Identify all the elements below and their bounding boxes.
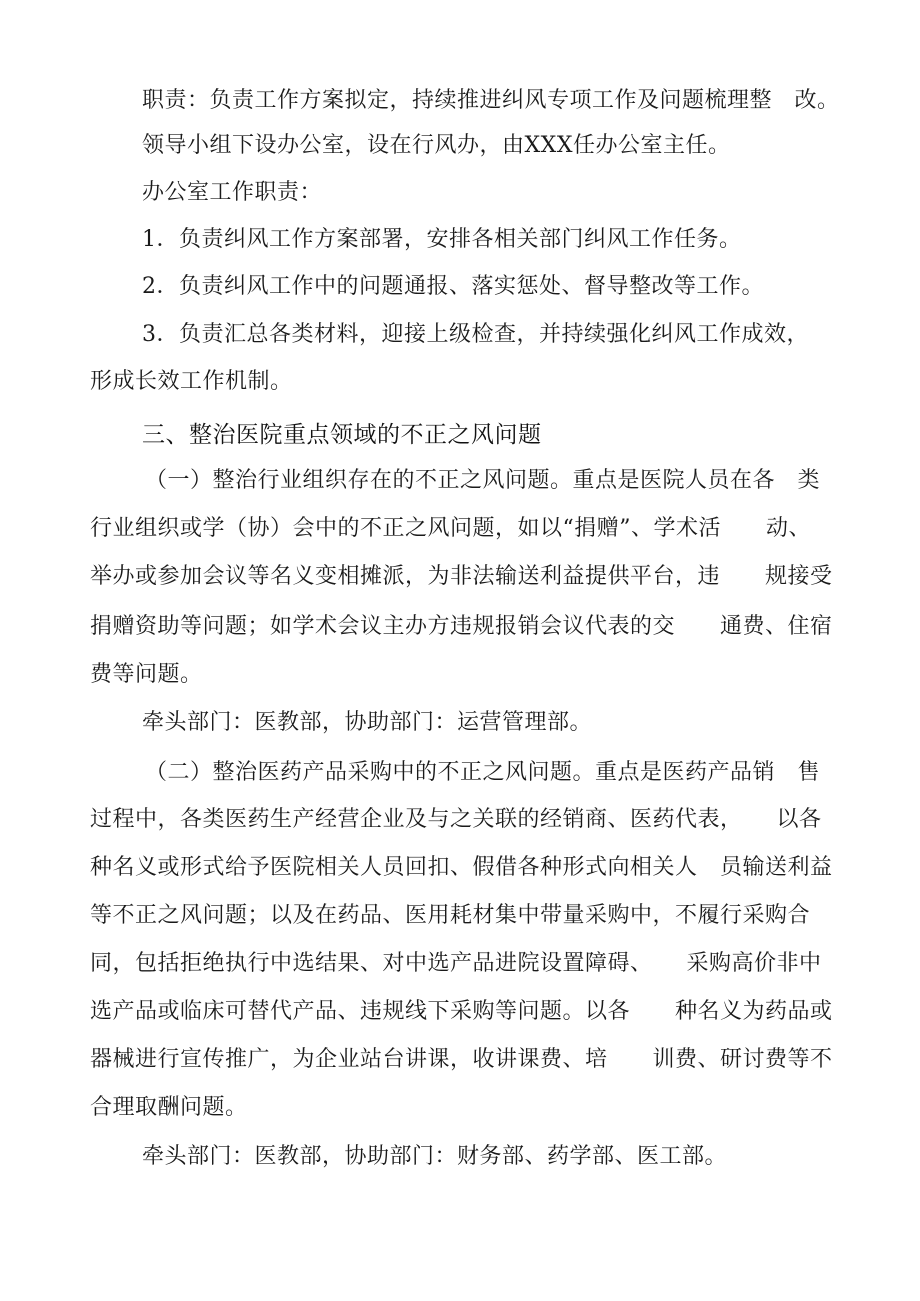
paragraph-office-setup: 领导小组下设办公室，设在行风办，由XXX任办公室主任。 xyxy=(142,133,731,158)
paragraph-duty: 职责：负责工作方案拟定，持续推进纠风专项工作及问题梳理整 改。 xyxy=(142,88,840,113)
sub2-line-4: 等不正之风问题；以及在药品、医用耗材集中带量采购中，不履行采购合 xyxy=(90,903,811,928)
sub2-line-2: 过程中，各类医药生产经营企业及与之关联的经销商、医药代表， 以各 xyxy=(90,807,822,832)
sub1-line-1: （一）整治行业组织存在的不正之风问题。重点是医院人员在各 类 xyxy=(145,468,821,493)
list-item-3: 3．负责汇总各类材料，迎接上级检查，并持续强化纠风工作成效， xyxy=(142,322,809,347)
sub1-line-5: 费等问题。 xyxy=(90,662,203,687)
sub1-line-2: 行业组织或学（协）会中的不正之风问题，如以“捐赠”、学术活 动、 xyxy=(90,516,811,541)
list-item-1: 1．负责纠风工作方案部署，安排各相关部门纠风工作任务。 xyxy=(142,227,742,252)
list-item-3-cont: 形成长效工作机制。 xyxy=(90,369,293,394)
sub1-lead-departments: 牵头部门：医教部，协助部门：运营管理部。 xyxy=(142,710,593,735)
sub2-line-6: 选产品或临床可替代产品、违规线下采购等问题。以各 种名义为药品或 xyxy=(90,999,833,1024)
sub2-line-3: 种名义或形式给予医院相关人员回扣、假借各种形式向相关人 员输送利益 xyxy=(90,855,833,880)
sub1-line-3: 举办或参加会议等名义变相摊派，为非法输送利益提供平台，违 规接受 xyxy=(90,564,833,589)
sub1-line-4: 捐赠资助等问题；如学术会议主办方违规报销会议代表的交 通费、住宿 xyxy=(90,614,833,639)
sub2-line-8: 合理取酬问题。 xyxy=(90,1095,248,1120)
sub2-line-5: 同，包括拒绝执行中选结果、对中选产品进院设置障碍、 采购高价非中 xyxy=(90,951,822,976)
paragraph-office-duties-title: 办公室工作职责： xyxy=(142,180,323,205)
sub2-line-7: 器械进行宣传推广，为企业站台讲课，收讲课费、培 训费、研讨费等不 xyxy=(90,1047,833,1072)
sub2-line-1: （二）整治医药产品采购中的不正之风问题。重点是医药产品销 售 xyxy=(145,760,821,785)
list-item-2: 2．负责纠风工作中的问题通报、落实惩处、督导整改等工作。 xyxy=(142,274,764,299)
sub2-lead-departments: 牵头部门：医教部，协助部门：财务部、药学部、医工部。 xyxy=(142,1144,728,1169)
section-heading: 三、整治医院重点领域的不正之风问题 xyxy=(142,422,542,448)
